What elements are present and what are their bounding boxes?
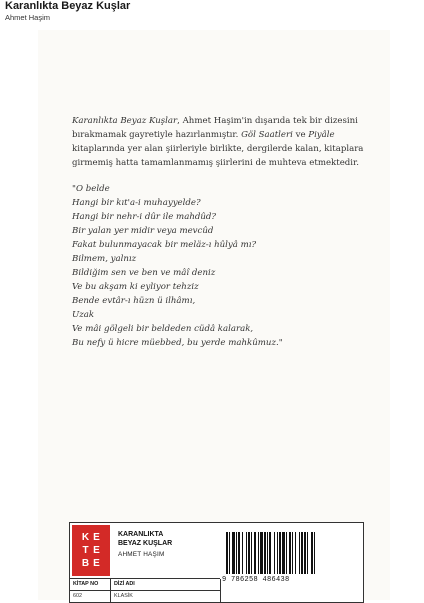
back-cover bbox=[38, 30, 390, 600]
poem-line: Bu nefy ü hicre müebbed, bu yerde mahkûmuz." bbox=[72, 338, 283, 348]
poem-line: Bir yalan yer midir veya mevcûd bbox=[72, 226, 214, 236]
barcode-bar bbox=[258, 532, 259, 574]
barcode-bar bbox=[304, 532, 306, 574]
barcode-bar bbox=[314, 532, 315, 574]
poem-line: Ve mâi gölgeli bir beldeden cüdâ kalarak, bbox=[72, 324, 254, 334]
blurb-paragraph bbox=[72, 114, 372, 170]
blurb-text-1: , Ahmet Haşim'in dışarıda tek bir dizesini bırakmamak gayretiyle hazırlanmıştır. bbox=[72, 116, 358, 140]
footer-title-line-2: BEYAZ KUŞLAR bbox=[118, 539, 173, 547]
barcode-bar bbox=[307, 532, 308, 574]
catalog-table bbox=[70, 578, 220, 603]
barcode-bar bbox=[277, 532, 278, 574]
barcode-bar bbox=[299, 532, 300, 574]
barcode-bar bbox=[251, 532, 252, 574]
blurb-book-gol-saatleri: Göl Saatleri bbox=[241, 130, 293, 140]
poem-excerpt bbox=[72, 182, 372, 350]
poem-line: Hangi bir nehr-i dûr ile mahdûd? bbox=[72, 212, 217, 222]
barcode-icon bbox=[222, 532, 354, 574]
barcode-bar bbox=[238, 532, 240, 574]
barcode-bar bbox=[242, 532, 243, 574]
publisher-logo-letters bbox=[81, 532, 101, 569]
logo-letter: E bbox=[93, 558, 100, 569]
barcode-bar bbox=[260, 532, 263, 574]
footer-author: AHMET HAŞIM bbox=[118, 551, 165, 558]
publisher-info-box bbox=[69, 522, 364, 603]
poem-line: Hangi bir kıt'a-i muhayyelde? bbox=[72, 198, 201, 208]
logo-letter: K bbox=[81, 532, 90, 543]
poem-line: Bende evtâr-ı hüzn ü ilhâmı, bbox=[72, 296, 196, 306]
logo-letter: T bbox=[82, 545, 89, 556]
blurb-text-2: ve bbox=[292, 130, 309, 140]
kitap-no-label: KİTAP NO bbox=[73, 581, 99, 587]
barcode-bar bbox=[311, 532, 313, 574]
logo-letter: E bbox=[93, 545, 100, 556]
barcode-bar bbox=[254, 532, 256, 574]
barcode-bar bbox=[301, 532, 303, 574]
publisher-logo bbox=[72, 525, 110, 576]
barcode-bar bbox=[232, 532, 235, 574]
poem-line: "O belde bbox=[72, 184, 110, 194]
barcode-bar bbox=[289, 532, 291, 574]
barcode bbox=[222, 528, 354, 594]
kitap-no-value: 602 bbox=[73, 593, 82, 599]
logo-letter: B bbox=[81, 558, 90, 569]
barcode-bar bbox=[264, 532, 266, 574]
logo-letter: E bbox=[93, 532, 100, 543]
barcode-bar bbox=[279, 532, 281, 574]
barcode-bar bbox=[229, 532, 230, 574]
kitap-no-cell bbox=[70, 579, 111, 603]
table-divider bbox=[70, 590, 110, 591]
dizi-adi-value: KLASİK bbox=[114, 593, 133, 599]
barcode-bar bbox=[286, 532, 287, 574]
blurb-book-piyale: Piyâle bbox=[308, 130, 335, 140]
blurb-text-3: kitaplarında yer alan şiirleriyle birlikte, dergilerde kalan, kitaplara girmemiş hatta tamamlanmamış şiirlerini de muhteva etmektedir. bbox=[72, 144, 364, 168]
dizi-adi-label: DİZİ ADI bbox=[114, 581, 135, 587]
barcode-bar bbox=[236, 532, 237, 574]
poem-line: Ve bu akşam ki eyliyor tehziz bbox=[72, 282, 199, 292]
barcode-bar bbox=[274, 532, 275, 574]
poem-line: Bildiğim sen ve ben ve mâî deniz bbox=[72, 268, 216, 278]
barcode-bar bbox=[292, 532, 293, 574]
poem-line: Fakat bulunmayacak bir meläz-ı hûlyâ mı? bbox=[72, 240, 257, 250]
barcode-bar bbox=[269, 532, 271, 574]
blurb-book-title: Karanlıkta Beyaz Kuşlar bbox=[72, 116, 178, 126]
barcode-bar bbox=[295, 532, 296, 574]
table-divider bbox=[111, 590, 220, 591]
barcode-bar bbox=[267, 532, 268, 574]
book-title-header: Karanlıkta Beyaz Kuşlar bbox=[5, 0, 131, 12]
barcode-bar bbox=[226, 532, 228, 574]
footer-title-line-1: KARANLIKTA bbox=[118, 531, 164, 538]
isbn-number: 9 786258 486438 bbox=[222, 576, 290, 584]
barcode-bar bbox=[282, 532, 285, 574]
poem-line: Bilmem, yalnız bbox=[72, 254, 137, 264]
barcode-bar bbox=[246, 532, 247, 574]
author-subheader: Ahmet Haşim bbox=[5, 13, 51, 22]
poem-line: Uzak bbox=[72, 310, 95, 320]
barcode-bar bbox=[248, 532, 250, 574]
dizi-adi-cell bbox=[111, 579, 221, 603]
